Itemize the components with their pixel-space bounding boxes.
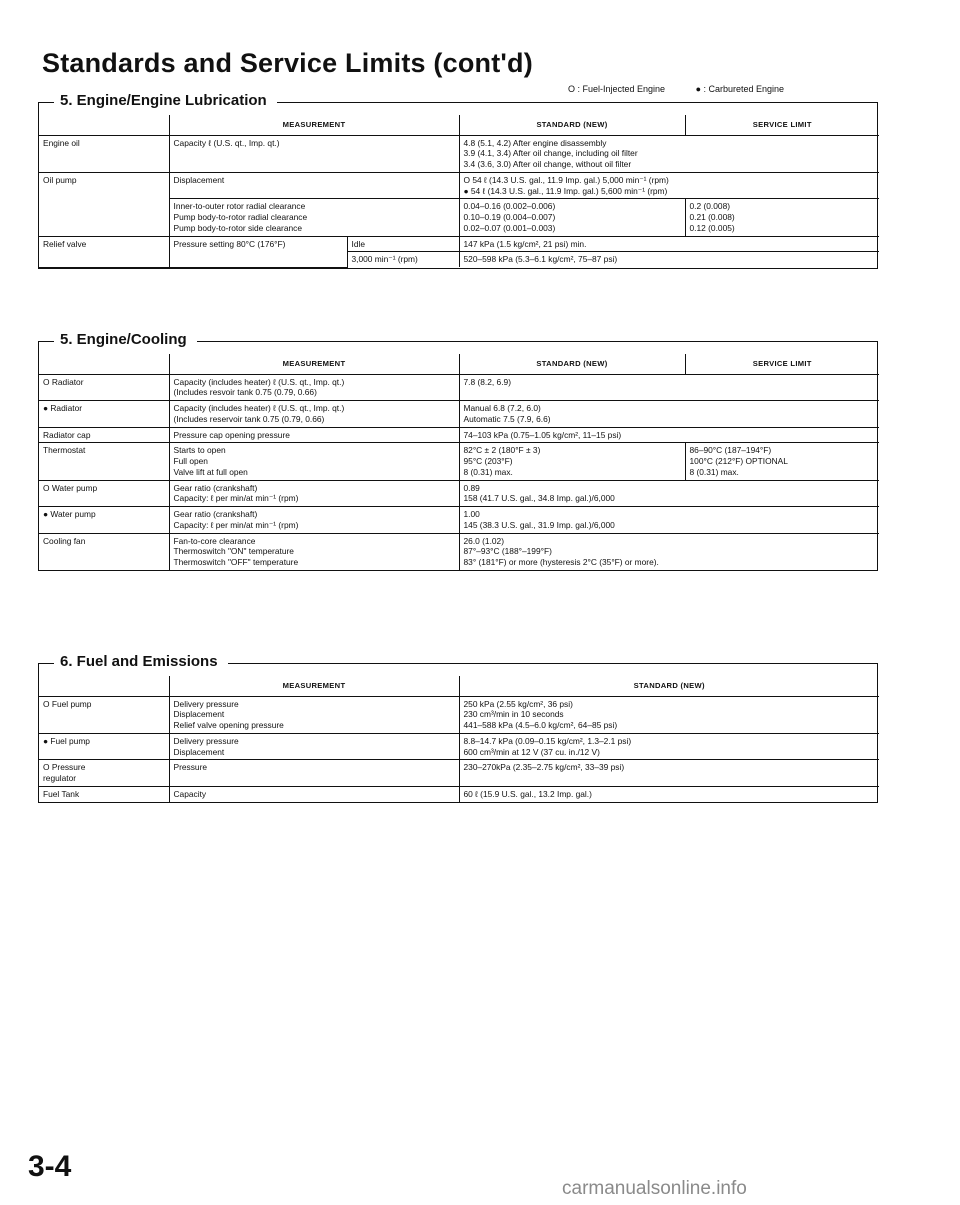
fuel-standard: 60 ℓ (15.9 U.S. gal., 13.2 Imp. gal.) [459,786,879,801]
table-row [39,733,879,760]
fuel-item: Fuel Tank [39,786,169,801]
fuel-item: O Pressure regulator [39,760,169,787]
cooling-limit-header: SERVICE LIMIT [685,354,879,374]
lubrication-item-header [39,115,169,135]
cooling-section-head [38,331,878,353]
lubrication-section [38,92,878,269]
cooling-item: ● Radiator [39,401,169,428]
cooling-measurement: Capacity (includes heater) ℓ (U.S. qt., Imp. qt.) (Includes resvoir tank 0.75 (0.79, 0.66) [169,374,459,401]
table-row [39,533,879,570]
cooling-item: Cooling fan [39,533,169,570]
oil-pump-clearance-limit: 0.2 (0.008) 0.21 (0.008) 0.12 (0.005) [685,199,879,236]
page-title: Standards and Service Limits (cont'd) [42,48,533,78]
table-row [39,696,879,733]
cooling-standard: 1.00 145 (38.3 U.S. gal., 31.9 Imp. gal.)/6,000 [459,507,879,534]
legend-carbureted: ● : Carbureted Engine [695,84,785,94]
fuel-measurement: Delivery pressure Displacement [169,733,459,760]
cooling-standard: Manual 6.8 (7.2, 6.0) Automatic 7.5 (7.9, 6.6) [459,401,879,428]
cooling-measurement-header: MEASUREMENT [169,354,459,374]
lubrication-table [39,115,879,268]
cooling-standard: 7.8 (8.2, 6.9) [459,374,879,401]
lubrication-limit-header: SERVICE LIMIT [685,115,879,135]
fuel-measurement-header: MEASUREMENT [169,676,459,696]
cooling-limit: 86–90°C (187–194°F) 100°C (212°F) OPTIONAL 8 (0.31) max. [685,443,879,480]
engine-oil-measurement: Capacity ℓ (U.S. qt., Imp. qt.) [169,135,459,172]
watermark: carmanualsonline.info [562,1178,747,1199]
fuel-table [39,676,879,802]
cooling-measurement: Gear ratio (crankshaft) Capacity: ℓ per min/at min⁻¹ (rpm) [169,507,459,534]
fuel-standard: 8.8–14.7 kPa (0.09–0.15 kg/cm², 1.3–2.1 psi) 600 cm³/min at 12 V (37 cu. in./12 V) [459,733,879,760]
table-row [39,172,879,199]
fuel-standard: 230–270kPa (2.35–2.75 kg/cm², 33–39 psi) [459,760,879,787]
fuel-section [38,653,878,803]
legend-fuel-injected: O : Fuel-Injected Engine [568,84,666,94]
oil-pump-clearance-label: Inner-to-outer rotor radial clearance Pump body-to-rotor radial clearance Pump body-to-rotor side clearance [169,199,459,236]
fuel-section-head [38,653,878,675]
table-row [39,401,879,428]
lubrication-measurement-header: MEASUREMENT [169,115,459,135]
table-row [39,786,879,801]
engine-oil-item: Engine oil [39,135,169,172]
fuel-item: ● Fuel pump [39,733,169,760]
cooling-measurement: Gear ratio (crankshaft) Capacity: ℓ per min/at min⁻¹ (rpm) [169,480,459,507]
fuel-section-title: 6. Fuel and Emissions [54,653,228,670]
fuel-standard-header: STANDARD (NEW) [459,676,879,696]
cooling-item-header [39,354,169,374]
cooling-table [39,354,879,570]
table-row [39,443,879,480]
cooling-section-title: 5. Engine/Cooling [54,331,197,348]
oil-pump-displacement-label: Displacement [169,172,459,199]
oil-pump-clearance-standard: 0.04–0.16 (0.002–0.006) 0.10–0.19 (0.004–0.007) 0.02–0.07 (0.001–0.003) [459,199,685,236]
relief-valve-item: Relief valve [39,236,169,267]
relief-valve-idle-label: Idle [347,236,459,252]
table-row [39,507,879,534]
cooling-measurement: Pressure cap opening pressure [169,427,459,443]
cooling-measurement: Fan-to-core clearance Thermoswitch "ON" temperature Thermoswitch "OFF" temperature [169,533,459,570]
table-row [39,374,879,401]
fuel-standard: 250 kPa (2.55 kg/cm², 36 psi) 230 cm³/min in 10 seconds 441–588 kPa (4.5–6.0 kg/cm², 64–85 psi) [459,696,879,733]
fuel-measurement: Pressure [169,760,459,787]
engine-oil-standard: 4.8 (5.1, 4.2) After engine disassembly 3.9 (4.1, 3.4) After oil change, including oil filter 3.4 (3.6, 3.0) After oil change, without oil filter [459,135,879,172]
fuel-item: O Fuel pump [39,696,169,733]
relief-valve-rpm-value: 520–598 kPa (5.3–6.1 kg/cm², 75–87 psi) [459,252,879,267]
cooling-measurement: Starts to open Full open Valve lift at full open [169,443,459,480]
fuel-item-header [39,676,169,696]
cooling-measurement: Capacity (includes heater) ℓ (U.S. qt., Imp. qt.) (Includes reservoir tank 0.75 (0.79, 0.66) [169,401,459,428]
cooling-item: ● Water pump [39,507,169,534]
cooling-item: Radiator cap [39,427,169,443]
lubrication-section-title: 5. Engine/Engine Lubrication [54,92,277,109]
table-row [39,480,879,507]
table-row [39,135,879,172]
oil-pump-item: Oil pump [39,172,169,236]
table-row [39,236,879,252]
relief-valve-measurement: Pressure setting 80°C (176°F) [169,236,347,267]
fuel-measurement: Delivery pressure Displacement Relief valve opening pressure [169,696,459,733]
table-row [39,427,879,443]
cooling-standard-header: STANDARD (NEW) [459,354,685,374]
lubrication-section-head [38,92,878,114]
table-row [39,760,879,787]
cooling-standard: 74–103 kPa (0.75–1.05 kg/cm², 11–15 psi) [459,427,879,443]
relief-valve-rpm-label: 3,000 min⁻¹ (rpm) [347,252,459,267]
relief-valve-idle-value: 147 kPa (1.5 kg/cm², 21 psi) min. [459,236,879,252]
cooling-standard: 26.0 (1.02) 87°–93°C (188°–199°F) 83° (181°F) or more (hysteresis 2°C (35°F) or more). [459,533,879,570]
cooling-section [38,331,878,571]
cooling-item: O Radiator [39,374,169,401]
oil-pump-displacement-value: O 54 ℓ (14.3 U.S. gal., 11.9 Imp. gal.) 5,000 min⁻¹ (rpm) ● 54 ℓ (14.3 U.S. gal., 11.9 Imp. gal.) 5,600 min⁻¹ (rpm) [459,172,879,199]
cooling-standard: 0.89 158 (41.7 U.S. gal., 34.8 Imp. gal.)/6,000 [459,480,879,507]
cooling-item: O Water pump [39,480,169,507]
page-number: 3-4 [28,1150,72,1183]
cooling-standard: 82°C ± 2 (180°F ± 3) 95°C (203°F) 8 (0.31) max. [459,443,685,480]
fuel-measurement: Capacity [169,786,459,801]
cooling-item: Thermostat [39,443,169,480]
lubrication-standard-header: STANDARD (NEW) [459,115,685,135]
